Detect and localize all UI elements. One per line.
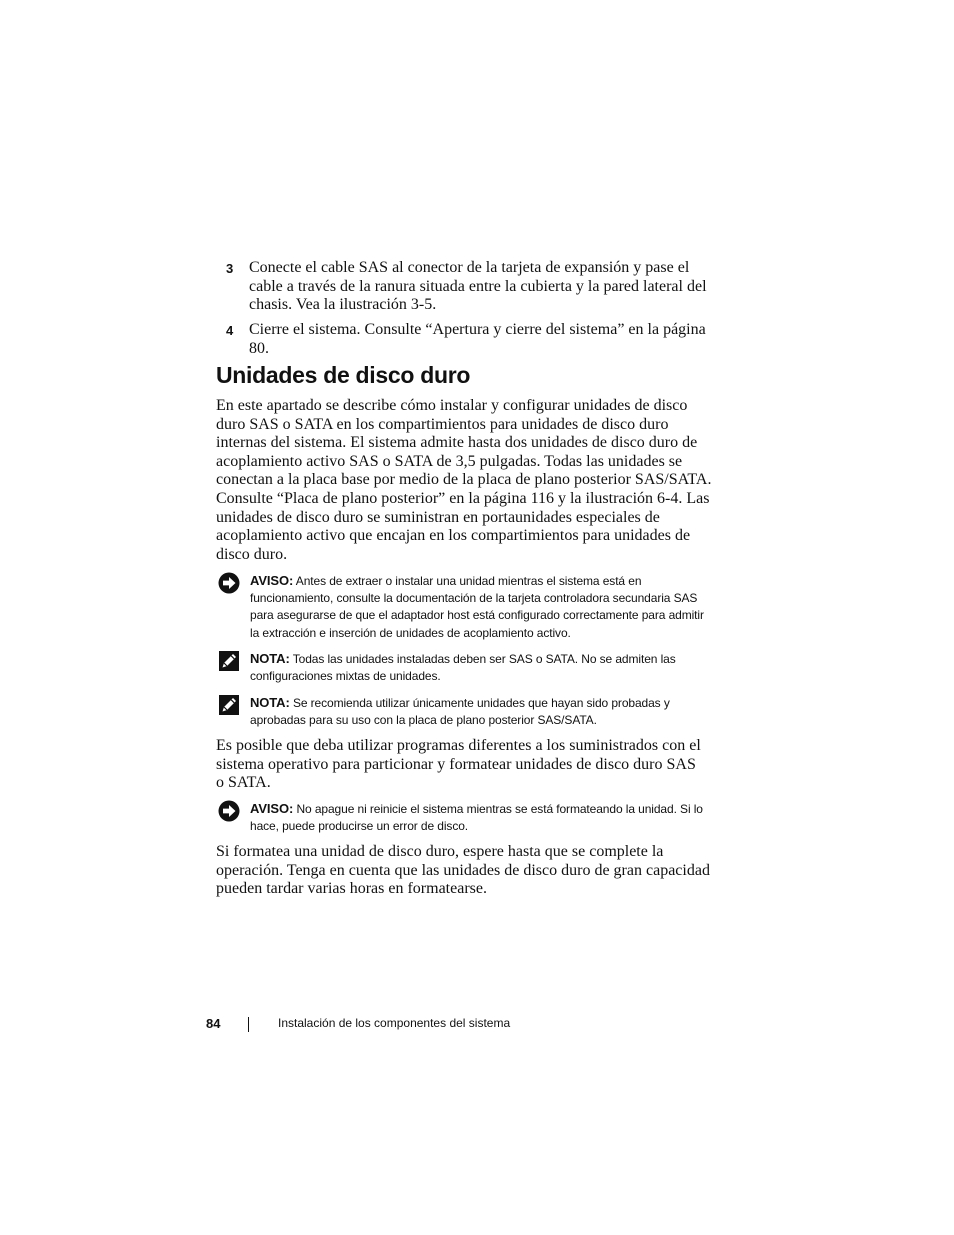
step-number: 4 xyxy=(226,323,234,338)
notice-aviso xyxy=(216,572,716,642)
paragraph-format: Si formatea una unidad de disco duro, espere hasta que se complete la operación. Tenga en cuenta que las unidades de disco duro de gran capacidad pueden tardar varias horas en formatearse. xyxy=(216,843,710,898)
note-label: NOTA: xyxy=(250,651,290,666)
section-title: Unidades de disco duro xyxy=(216,362,471,388)
footer-chapter-title: Instalación de los componentes del sistema xyxy=(278,1016,511,1030)
note-nota xyxy=(216,650,716,685)
note-nota xyxy=(216,694,716,729)
note-pencil-icon xyxy=(218,650,240,672)
footer-separator xyxy=(248,1017,249,1032)
step-4 xyxy=(226,321,721,358)
notice-aviso xyxy=(216,800,716,835)
page-number: 84 xyxy=(206,1016,221,1031)
step-number: 3 xyxy=(226,261,234,276)
note-label: NOTA: xyxy=(250,695,290,710)
intro-paragraph: En este apartado se describe cómo instalar y configurar unidades de disco duro SAS o SATA en los compartimientos para unidades de disco duro internas del sistema. El sistema admite hasta dos unidades de disco duro de acoplamiento activo SAS o SATA de 3,5 pulgadas. Todas las unidades se conectan a la placa base por medio de la placa de plano posterior SAS/SATA. Consulte “Placa de plano posterior” en la página 116 y la ilustración 6-4. Las unidades de disco duro se suministran en portaunidades especiales de acoplamiento activo que encajan en los compartimientos para unidades de disco duro. xyxy=(216,397,712,563)
notice-label: AVISO: xyxy=(250,801,294,816)
notice-label: AVISO: xyxy=(250,573,294,588)
notice-arrow-icon xyxy=(218,572,240,594)
note-text: Se recomienda utilizar únicamente unidades que hayan sido probadas y aprobadas para su uso con la placa de plano posterior SAS/SATA. xyxy=(250,696,670,728)
step-text: Conecte el cable SAS al conector de la tarjeta de expansión y pase el cable a través de la ranura situada entre la cubierta y la pared lateral del chasis. Vea la ilustración 3-5. xyxy=(249,259,707,314)
notice-arrow-icon xyxy=(218,800,240,822)
note-pencil-icon xyxy=(218,694,240,716)
notice-text: No apague ni reinicie el sistema mientras se está formateando la unidad. Si lo hace, puede producirse un error de disco. xyxy=(250,802,703,834)
paragraph-partition: Es posible que deba utilizar programas diferentes a los suministrados con el sistema operativo para particionar y formatear unidades de disco duro SAS o SATA. xyxy=(216,737,701,792)
step-3 xyxy=(226,259,721,315)
step-text: Cierre el sistema. Consulte “Apertura y cierre del sistema” en la página 80. xyxy=(249,321,706,357)
note-text: Todas las unidades instaladas deben ser SAS o SATA. No se admiten las configuraciones mixtas de unidades. xyxy=(250,652,676,684)
notice-text: Antes de extraer o instalar una unidad mientras el sistema está en funcionamiento, consulte la documentación de la tarjeta controladora secundaria SAS para asegurarse de que el adaptador host está configurado correctamente para admitir la extracción e inserción de unidades de acoplamiento activo. xyxy=(250,574,704,640)
